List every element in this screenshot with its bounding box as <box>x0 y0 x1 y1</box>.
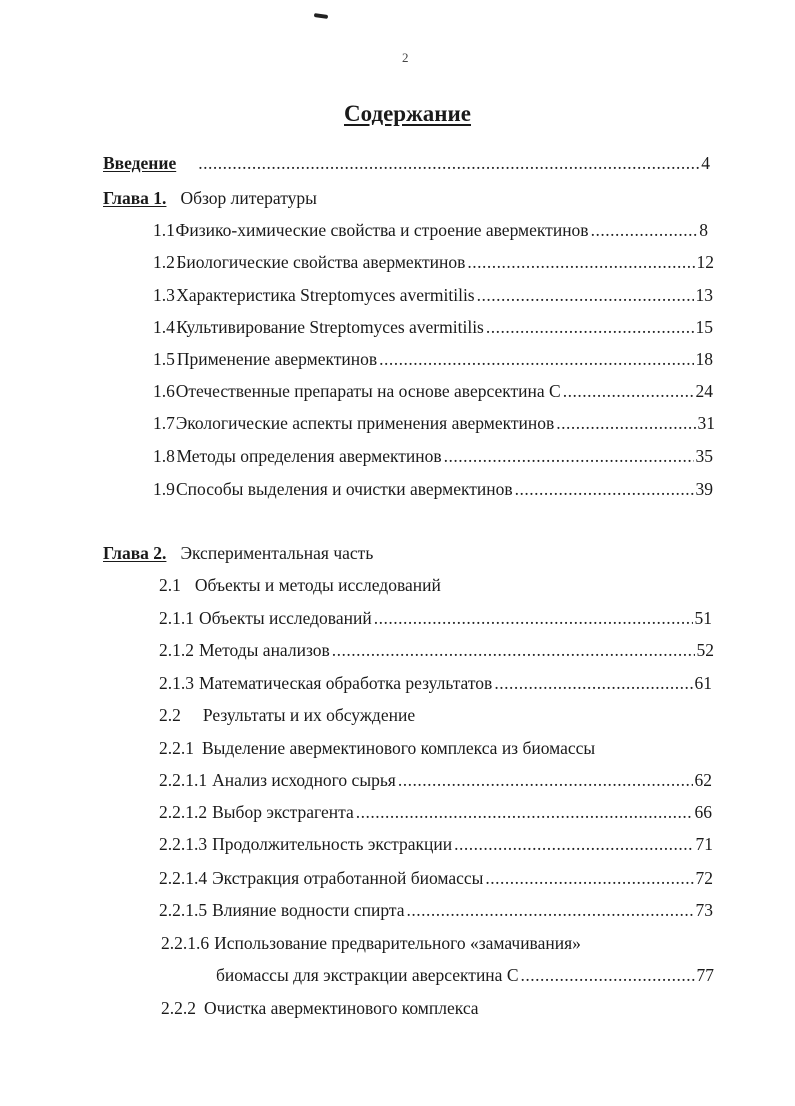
toc-number: 2.2.1.5 <box>159 900 208 920</box>
toc-entry-2-2-1-6-continued[interactable] <box>216 963 714 987</box>
toc-entry-1-3[interactable] <box>153 283 713 307</box>
toc-page: 61 <box>694 673 712 693</box>
toc-page: 71 <box>695 834 713 854</box>
toc-page: 77 <box>696 965 714 985</box>
toc-number: 2.2.1.2 <box>159 802 208 822</box>
toc-entry-2-2-1-1[interactable] <box>159 768 712 792</box>
leader-dots <box>521 963 695 987</box>
toc-number: 2.2.1.1 <box>159 770 208 790</box>
toc-number: 1.4 <box>153 317 175 337</box>
toc-number: 1.1 <box>153 220 175 240</box>
toc-text: Экологические аспекты применения авермектинов <box>175 413 555 433</box>
toc-number: 1.2 <box>153 252 175 272</box>
leader-dots <box>444 444 694 468</box>
toc-entry-1-7[interactable] <box>153 411 715 435</box>
toc-entry-2-2-1-6[interactable] <box>161 931 581 955</box>
toc-entry-1-5[interactable] <box>153 347 713 371</box>
toc-number: 2.2 <box>159 705 181 725</box>
toc-entry-2-2-1-2[interactable] <box>159 800 712 824</box>
toc-entry-2-1-2[interactable] <box>159 638 714 662</box>
leader-dots <box>486 315 694 339</box>
toc-text: Объекты и методы исследований <box>194 575 441 595</box>
toc-entry-1-9[interactable] <box>153 477 713 501</box>
leader-dots <box>406 898 693 922</box>
toc-number: 2.2.1.3 <box>159 834 208 854</box>
toc-entry-2-1-1[interactable] <box>159 606 712 630</box>
chapter-1-heading[interactable] <box>103 186 317 210</box>
toc-text: Культивирование Streptomyces avermitilis <box>176 317 484 337</box>
toc-entry-2-1-3[interactable] <box>159 671 712 695</box>
scan-artifact-mark <box>314 13 328 19</box>
toc-entry-1-6[interactable] <box>153 379 713 403</box>
toc-entry-2-2-1-5[interactable] <box>159 898 713 922</box>
chapter-2-label: Глава 2. <box>103 543 167 563</box>
toc-text: Объекты исследований <box>199 608 372 628</box>
toc-number: 1.7 <box>153 413 175 433</box>
toc-number: 1.6 <box>153 381 175 401</box>
toc-text: Продолжительность экстракции <box>212 834 453 854</box>
toc-text: Биологические свойства авермектинов <box>176 252 466 272</box>
toc-text: Отечественные препараты на основе аверсектина С <box>175 381 561 401</box>
chapter-2-heading[interactable] <box>103 541 373 565</box>
page-number: 2 <box>402 50 409 65</box>
leader-dots <box>515 477 694 501</box>
toc-page: 24 <box>695 381 713 401</box>
toc-number: 2.2.1.6 <box>161 933 210 953</box>
leader-dots <box>398 768 693 792</box>
toc-page: 31 <box>697 413 715 433</box>
leader-dots <box>374 606 693 630</box>
leader-dots <box>591 218 698 242</box>
toc-entry-2-2-1[interactable] <box>159 736 595 760</box>
toc-page: 8 <box>699 220 708 240</box>
toc-number: 2.2.1 <box>159 738 194 758</box>
toc-page: 39 <box>695 479 713 499</box>
toc-number: 1.5 <box>153 349 175 369</box>
chapter-1-label: Глава 1. <box>103 188 167 208</box>
toc-entry-2-2[interactable] <box>159 703 415 727</box>
toc-page: 72 <box>695 868 713 888</box>
leader-dots <box>454 832 693 856</box>
chapter-1-title: Обзор литературы <box>180 188 317 208</box>
toc-entry-introduction[interactable] <box>103 151 710 175</box>
toc-text: Характеристика Streptomyces avermitilis <box>176 285 475 305</box>
toc-text: Результаты и их обсуждение <box>202 705 416 725</box>
toc-entry-2-1[interactable] <box>159 573 441 597</box>
leader-dots <box>494 671 692 695</box>
toc-text: Очистка авермектинового комплекса <box>204 998 479 1018</box>
toc-entry-1-4[interactable] <box>153 315 713 339</box>
leader-dots <box>467 250 694 274</box>
toc-entry-2-2-1-3[interactable] <box>159 832 713 856</box>
toc-text: Применение авермектинов <box>176 349 378 369</box>
toc-entry-1-2[interactable] <box>153 250 714 274</box>
toc-text: Анализ исходного сырья <box>212 770 396 790</box>
toc-page: 73 <box>695 900 713 920</box>
leader-dots <box>556 411 695 435</box>
toc-entry-1-1[interactable] <box>153 218 708 242</box>
toc-page: 35 <box>695 446 713 466</box>
toc-number: 1.8 <box>153 446 175 466</box>
toc-page: 13 <box>695 285 713 305</box>
toc-number: 2.2.1.4 <box>159 868 208 888</box>
toc-text-continued: биомассы для экстракции аверсектина С <box>216 965 519 985</box>
leader-dots <box>379 347 693 371</box>
toc-page: 62 <box>694 770 712 790</box>
toc-text: Методы анализов <box>199 640 330 660</box>
toc-page: 12 <box>696 252 714 272</box>
toc-entry-1-8[interactable] <box>153 444 713 468</box>
toc-text: Влияние водности спирта <box>212 900 405 920</box>
toc-text: Экстракция отработанной биомассы <box>212 868 484 888</box>
chapter-2-title: Экспериментальная часть <box>180 543 374 563</box>
toc-text: Выделение авермектинового комплекса из биомассы <box>202 738 596 758</box>
toc-entry-2-2-1-4[interactable] <box>159 866 713 890</box>
toc-page: 18 <box>695 349 713 369</box>
toc-page: 15 <box>695 317 713 337</box>
toc-text: Способы выделения и очистки авермектинов <box>176 479 513 499</box>
leader-dots <box>477 283 694 307</box>
toc-number: 2.1.2 <box>159 640 194 660</box>
leader-dots <box>198 151 699 175</box>
toc-page: 66 <box>694 802 712 822</box>
toc-number: 2.2.2 <box>161 998 196 1018</box>
toc-page: 52 <box>696 640 714 660</box>
toc-number: 1.9 <box>153 479 175 499</box>
page-title: Содержание <box>344 101 471 126</box>
toc-number: 2.1.3 <box>159 673 194 693</box>
toc-text: Физико-химические свойства и строение авермектинов <box>175 220 589 240</box>
toc-page: 51 <box>694 608 712 628</box>
leader-dots <box>485 866 693 890</box>
toc-text: Методы определения авермектинов <box>176 446 442 466</box>
toc-text: Использование предварительного «замачивания» <box>214 933 581 953</box>
toc-number: 2.1.1 <box>159 608 194 628</box>
leader-dots <box>332 638 695 662</box>
introduction-label: Введение <box>103 153 177 173</box>
toc-page: 4 <box>701 153 710 173</box>
toc-entry-2-2-2[interactable] <box>161 996 479 1020</box>
leader-dots <box>356 800 693 824</box>
toc-text: Выбор экстрагента <box>212 802 354 822</box>
leader-dots <box>563 379 694 403</box>
toc-number: 1.3 <box>153 285 175 305</box>
toc-text: Математическая обработка результатов <box>199 673 493 693</box>
toc-number: 2.1 <box>159 575 181 595</box>
